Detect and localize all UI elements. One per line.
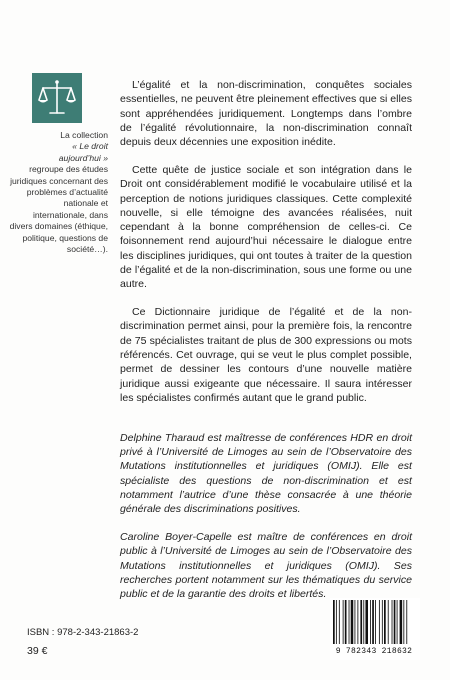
back-cover-text <box>120 78 412 615</box>
paragraph-1: L’égalité et la non-discrimination, conquêtes sociales essentielles, ne peuvent être pleinement effectives que si elles sont appréhendées juridiquement. Longtemps dans l’ombre de l’égalité révolutionnaire, la non-discrimination connaît depuis deux décennies une exposition inédite. <box>120 79 412 149</box>
collection-description <box>8 130 108 255</box>
paragraph-2: Cette quête de justice sociale et son intégration dans le Droit ont considérablement modifié le vocabulaire utilisé et la perception de notions juridiques classiques. Cette complexité nouvelle, si elle témoigne des avancées réalisées, nuit cependant à la bonne compréhension de celles-ci. Ce foisonnement rend aujourd’hui nécessaire le dialogue entre les disciplines juridiques, qui ont toutes à traiter de la question de l’égalité et de la non-discrimination, sous une forme ou une autre. <box>120 163 412 291</box>
scales-of-justice-icon <box>32 73 82 123</box>
isbn: ISBN : 978-2-343-21863-2 <box>27 627 139 638</box>
author-bio-2: Caroline Boyer-Capelle est maître de conférences en droit public à l’Université de Limoges au sein de l’Observatoire des Mutations institutionnelles et juridiques (OMIJ). Ses recherches portent notamment sur les thématiques du service public et de la garantie des droits et libertés. <box>120 531 412 601</box>
author-bio-1: Delphine Tharaud est maîtresse de conférences HDR en droit privé à l’Université de Limoges au sein de l’Observatoire des Mutations institutionnelles et juridiques (OMIJ). Elle est spécialiste des questions de non-discrimination et est notamment l’autrice d’une thèse consacrée à une théorie générale des discriminations positives. <box>120 431 412 516</box>
price: 39 € <box>27 645 48 657</box>
collection-line-3: aujourd’hui » <box>58 152 108 163</box>
collection-line-1: La collection <box>60 130 108 140</box>
collection-line-2: « Le droit <box>72 141 108 152</box>
barcode-digits: 9 782343 218632 <box>335 647 413 656</box>
paragraph-3: Ce Dictionnaire juridique de l’égalité et de la non-discrimination permet ainsi, pour la première fois, la rencontre de 75 spécialistes traitant de plus de 300 expressions ou mots référencés. Cet ouvrage, qui se veut le plus complet possible, permet de dessiner les contours d’une nouvelle matière juridique aussi exigeante que nécessaire. Il saura intéresser les spécialistes confirmés autant que le grand public. <box>120 306 412 404</box>
collection-rest: regroupe des études juridiques concernant des problèmes d’actualité nationale et internationale, dans divers domaines (éthique, politique, questions de société…). <box>9 164 108 255</box>
